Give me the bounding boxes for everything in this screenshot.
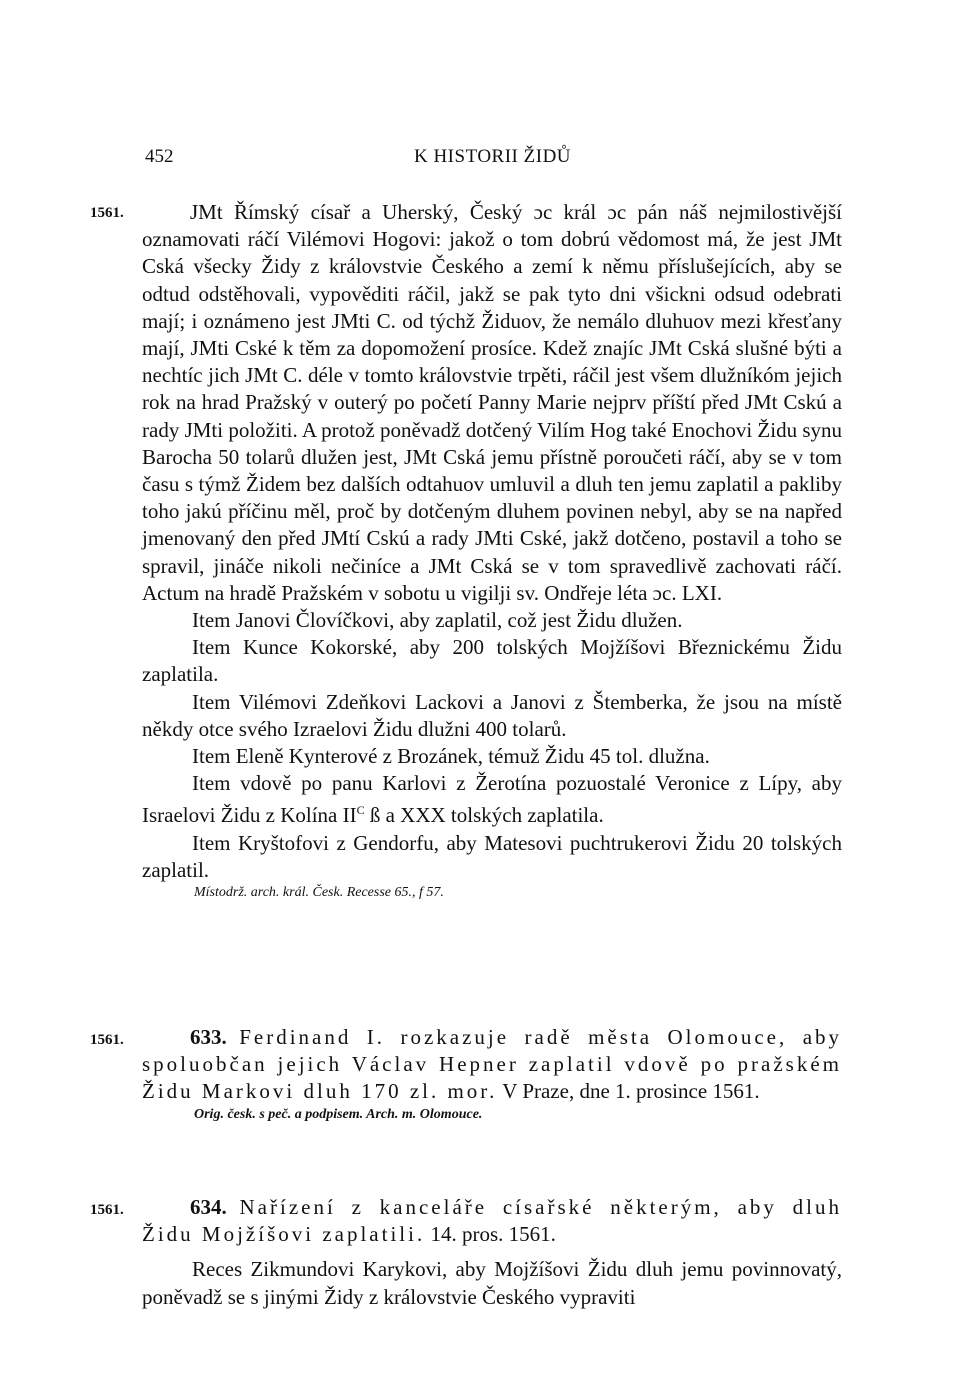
entry-paragraph: Item Kunce Kokorské, aby 200 tolských Mojžíšovi Březnickému Židu zaplatila. bbox=[142, 635, 842, 687]
entry-paragraph bbox=[142, 770, 842, 829]
entry-1 bbox=[142, 199, 842, 902]
heading-date: 14. pros. 1561. bbox=[425, 1222, 556, 1247]
entry-paragraph: JMt Římský císař a Uherský, Český ɔc král ɔc pán náš nejmilostivější oznamovati ráčí Vilémovi Hogovi: jakož o tom dobrú vědomost má, že jest JMt Cská všecky Židy z královstvie Českého a zemí k němu příslušejících, aby se odtud odstěhovali, vypověditi ráčil, jakž se pak tyto dni všickni odsud odebrati mají; i oznámeno jest JMti C. od týchž Židuov, že nemálo dluhuov mezi křesťany mají, JMti Cské k těm za dopomožení prosíce. Kdež znajíc JMt Cská slušné býti a nechtíc jich JMt C. déle v tomto královstvie trpěti, ráčil jest všem dlužníkóm jejich rok na hrad Pražský v outerý po početí Panny Marie nejprv příští před JMt Cskú a rady JMti položiti. A protož poněvadž dotčený Vilím Hog také Enochovi Židu synu Barocha 50 tolarů dlužen jest, JMt Cská jemu přístně poroučeti ráčí, aby se v tom času s týmž Židem bez dalších odtahuov umluvil a dluh ten jemu zaplatil a pakliby toho jakú příčinu měl, proč by dotčeným dluhem povinen nebyl, aby se na napřed jmenovaný den před JMtí Cskú a rady JMti Cské, jakž dotčeno, postavil a toho se spravil, jináče nikoli nečiníce a JMt Cská se v tom spravedlivě zachovati ráčí. Actum na hradě Pražském v sobotu u vigilji sv. Ondřeje léta ɔc. LXI. bbox=[142, 200, 842, 605]
entry-paragraph: Item Vilémovi Zdeňkovi Lackovi a Janovi z Štemberka, že jsou na místě někdy otce svého Izraelovi Židu dlužni 400 tolarů. bbox=[142, 689, 842, 741]
page-header bbox=[145, 146, 840, 172]
entry-3 bbox=[142, 1194, 842, 1311]
running-title: K HISTORII ŽIDŮ bbox=[413, 146, 572, 167]
superscript: C bbox=[356, 803, 365, 818]
entry-paragraph: Item Kryštofovi z Gendorfu, aby Matesovi puchtrukerovi Židu 20 tolských zaplatil. bbox=[142, 830, 842, 882]
entry-year: 1561. bbox=[90, 1032, 124, 1048]
paragraph-text: Item vdově po panu Karlovi z Žerotína pozuostalé Veronice z Lípy, aby Israelovi Židu z Kolína II bbox=[142, 771, 842, 828]
document-number: 634. bbox=[190, 1195, 227, 1219]
entry-heading bbox=[142, 1194, 842, 1248]
entry-year: 1561. bbox=[90, 1202, 124, 1218]
archival-source: Místodrž. arch. král. Česk. Recesse 65., f 57. bbox=[194, 885, 444, 901]
archival-source: Orig. česk. s peč. a podpisem. Arch. m. Olomouce. bbox=[194, 1106, 483, 1122]
heading-summary: Nařízení z kanceláře císařské některým, aby dluh Židu Mojžíšovi zaplatili. bbox=[142, 1195, 842, 1247]
heading-date: V Praze, dne 1. prosince 1561. bbox=[497, 1079, 760, 1104]
entry-paragraph: Reces Zikmundovi Karykovi, aby Mojžíšovi Židu dluh jemu povinnovatý, poněvadž se s jinými Židy z královstvie Českého vypraviti bbox=[142, 1257, 842, 1309]
entry-year: 1561. bbox=[90, 205, 124, 221]
entry-2 bbox=[142, 1024, 842, 1124]
entry-paragraph: Item Janovi Človíčkovi, aby zaplatil, což jest Židu dlužen. bbox=[192, 608, 683, 633]
paragraph-text-tail: ß a XXX tolských zaplatila. bbox=[364, 803, 604, 828]
entry-heading bbox=[142, 1024, 842, 1106]
document-number: 633. bbox=[190, 1025, 227, 1049]
entry-paragraph: Item Eleně Kynterové z Brozánek, témuž Židu 45 tol. dlužna. bbox=[192, 744, 710, 769]
page-number: 452 bbox=[145, 146, 174, 167]
heading-summary: Ferdinand I. rozkazuje radě města Olomouce, aby spoluobčan jejich Václav Hepner zaplatil vdově po pražském Židu Markovi dluh 170 zl. mor. bbox=[142, 1025, 843, 1104]
